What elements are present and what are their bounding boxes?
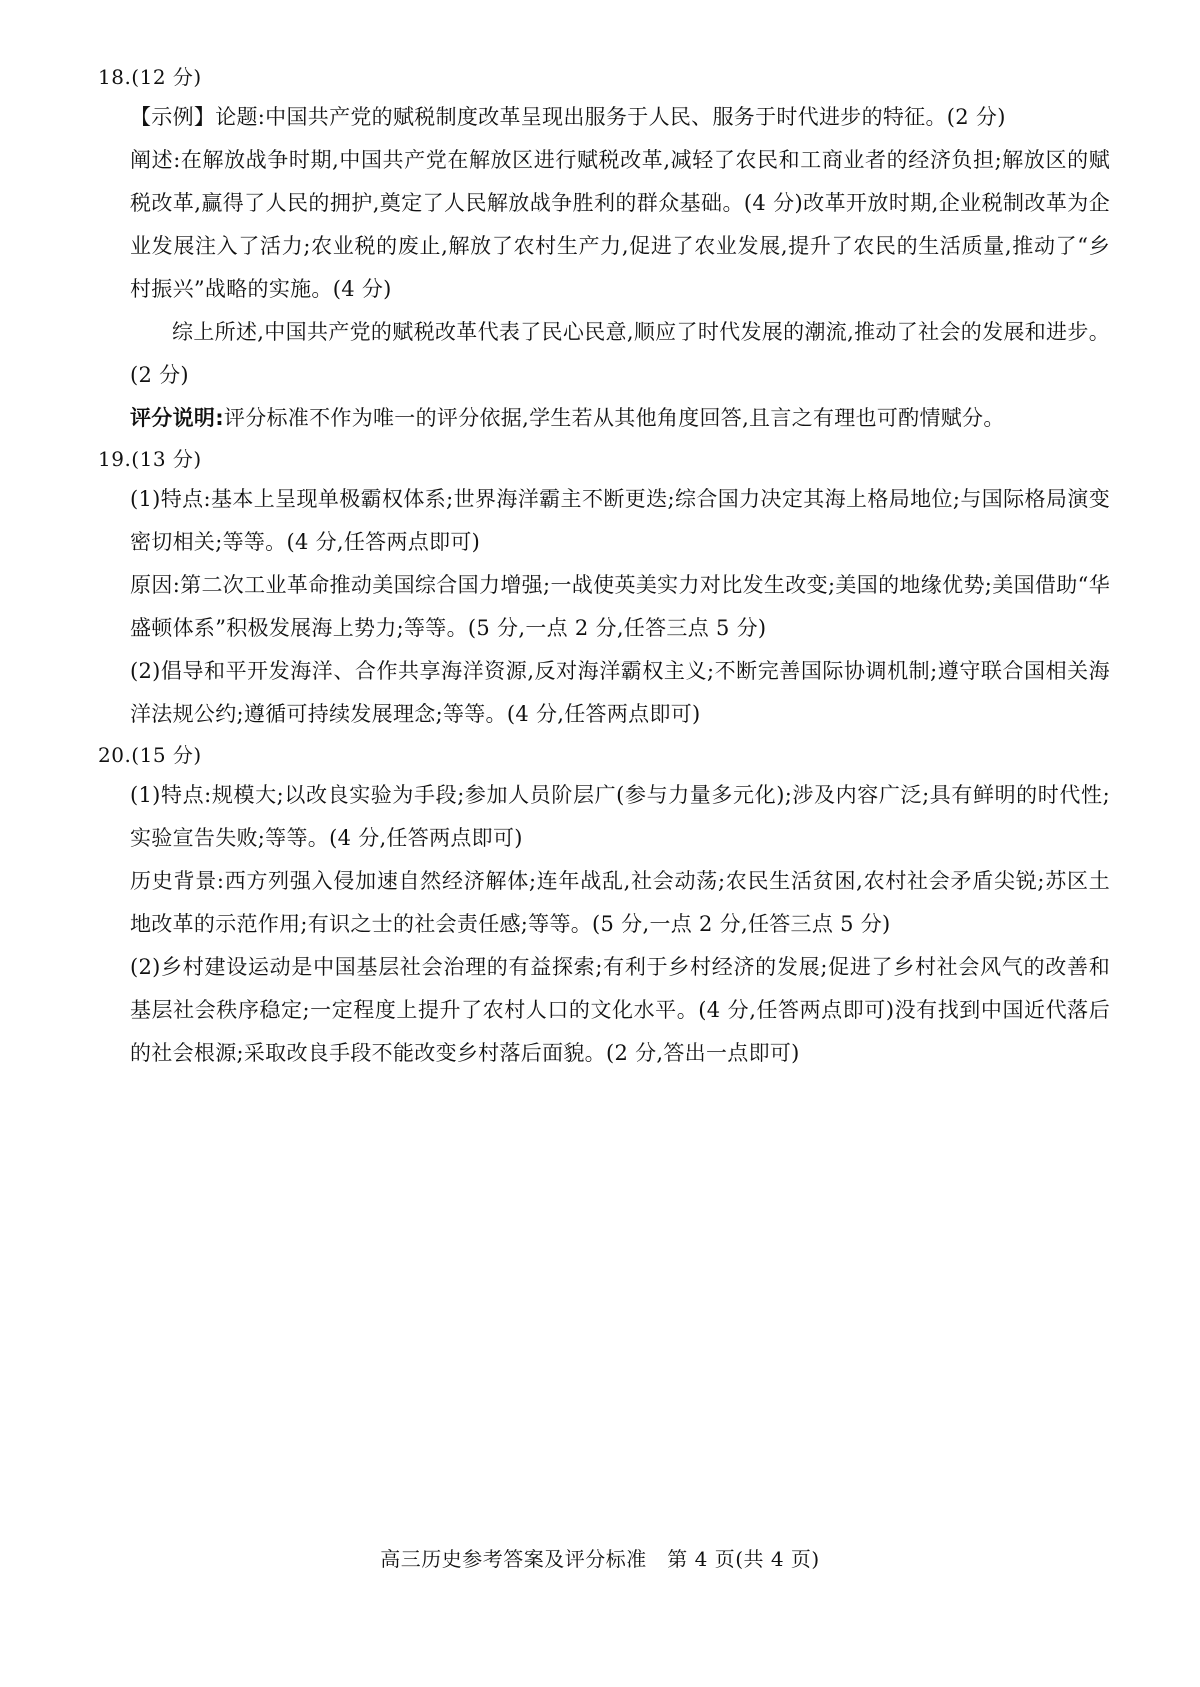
question-20 bbox=[98, 736, 1110, 1075]
q18-example-tag: 【示例】 bbox=[130, 105, 216, 129]
question-19 bbox=[98, 440, 1110, 736]
answer-page bbox=[98, 58, 1110, 1075]
question-19-body bbox=[130, 478, 1110, 736]
question-20-body bbox=[130, 774, 1110, 1075]
q20-part2: (2)乡村建设运动是中国基层社会治理的有益探索;有利于乡村经济的发展;促进了乡村社会风气的改善和基层社会秩序稳定;一定程度上提升了农村人口的文化水平。(4 分,任答两点即可)没有找到中国近代落后的社会根源;采取改良手段不能改变乡村落后面貌。(2 分,答出一点即可) bbox=[130, 955, 1110, 1065]
q18-thesis bbox=[130, 96, 1110, 139]
q18-scoring-label: 评分说明: bbox=[130, 406, 224, 430]
question-18-number: 18.(12 分) bbox=[98, 65, 202, 89]
q20-background: 历史背景:西方列强入侵加速自然经济解体;连年战乱,社会动荡;农民生活贫困,农村社会矛盾尖锐;苏区土地改革的示范作用;有识之士的社会责任感;等等。(5 分,一点 2 分,任答三点 5 分) bbox=[130, 869, 1110, 936]
q18-scoring-text: 评分标准不作为唯一的评分依据,学生若从其他角度回答,且言之有理也可酌情赋分。 bbox=[223, 406, 1005, 430]
q19-reasons: 原因:第二次工业革命推动美国综合国力增强;一战使英美实力对比发生改变;美国的地缘优势;美国借助“华盛顿体系”积极发展海上势力;等等。(5 分,一点 2 分,任答三点 5 分) bbox=[130, 573, 1110, 640]
q19-part2: (2)倡导和平开发海洋、合作共享海洋资源,反对海洋霸权主义;不断完善国际协调机制;遵守联合国相关海洋法规公约;遵循可持续发展理念;等等。(4 分,任答两点即可) bbox=[130, 659, 1110, 726]
question-19-number: 19.(13 分) bbox=[98, 447, 202, 471]
q18-thesis-text: 论题:中国共产党的赋税制度改革呈现出服务于人民、服务于时代进步的特征。(2 分) bbox=[215, 105, 1006, 129]
page-footer: 高三历史参考答案及评分标准 第 4 页(共 4 页) bbox=[380, 1547, 820, 1571]
q18-scoring-note bbox=[130, 397, 1110, 440]
question-20-number: 20.(15 分) bbox=[98, 743, 202, 767]
q20-part1: (1)特点:规模大;以改良实验为手段;参加人员阶层广(参与力量多元化);涉及内容广泛;具有鲜明的时代性;实验宣告失败;等等。(4 分,任答两点即可) bbox=[130, 783, 1110, 850]
q19-part1: (1)特点:基本上呈现单极霸权体系;世界海洋霸主不断更迭;综合国力决定其海上格局地位;与国际格局演变密切相关;等等。(4 分,任答两点即可) bbox=[130, 487, 1110, 554]
q18-summary: 综上所述,中国共产党的赋税改革代表了民心民意,顺应了时代发展的潮流,推动了社会的发展和进步。(2 分) bbox=[130, 320, 1110, 387]
question-18-body bbox=[130, 96, 1110, 440]
question-18 bbox=[98, 58, 1110, 440]
q18-elaboration: 阐述:在解放战争时期,中国共产党在解放区进行赋税改革,减轻了农民和工商业者的经济负担;解放区的赋税改革,赢得了人民的拥护,奠定了人民解放战争胜利的群众基础。(4 分)改革开放时期,企业税制改革为企业发展注入了活力;农业税的废止,解放了农村生产力,促进了农业发展,提升了农民的生活质量,推动了“乡村振兴”战略的实施。(4 分) bbox=[130, 148, 1110, 301]
